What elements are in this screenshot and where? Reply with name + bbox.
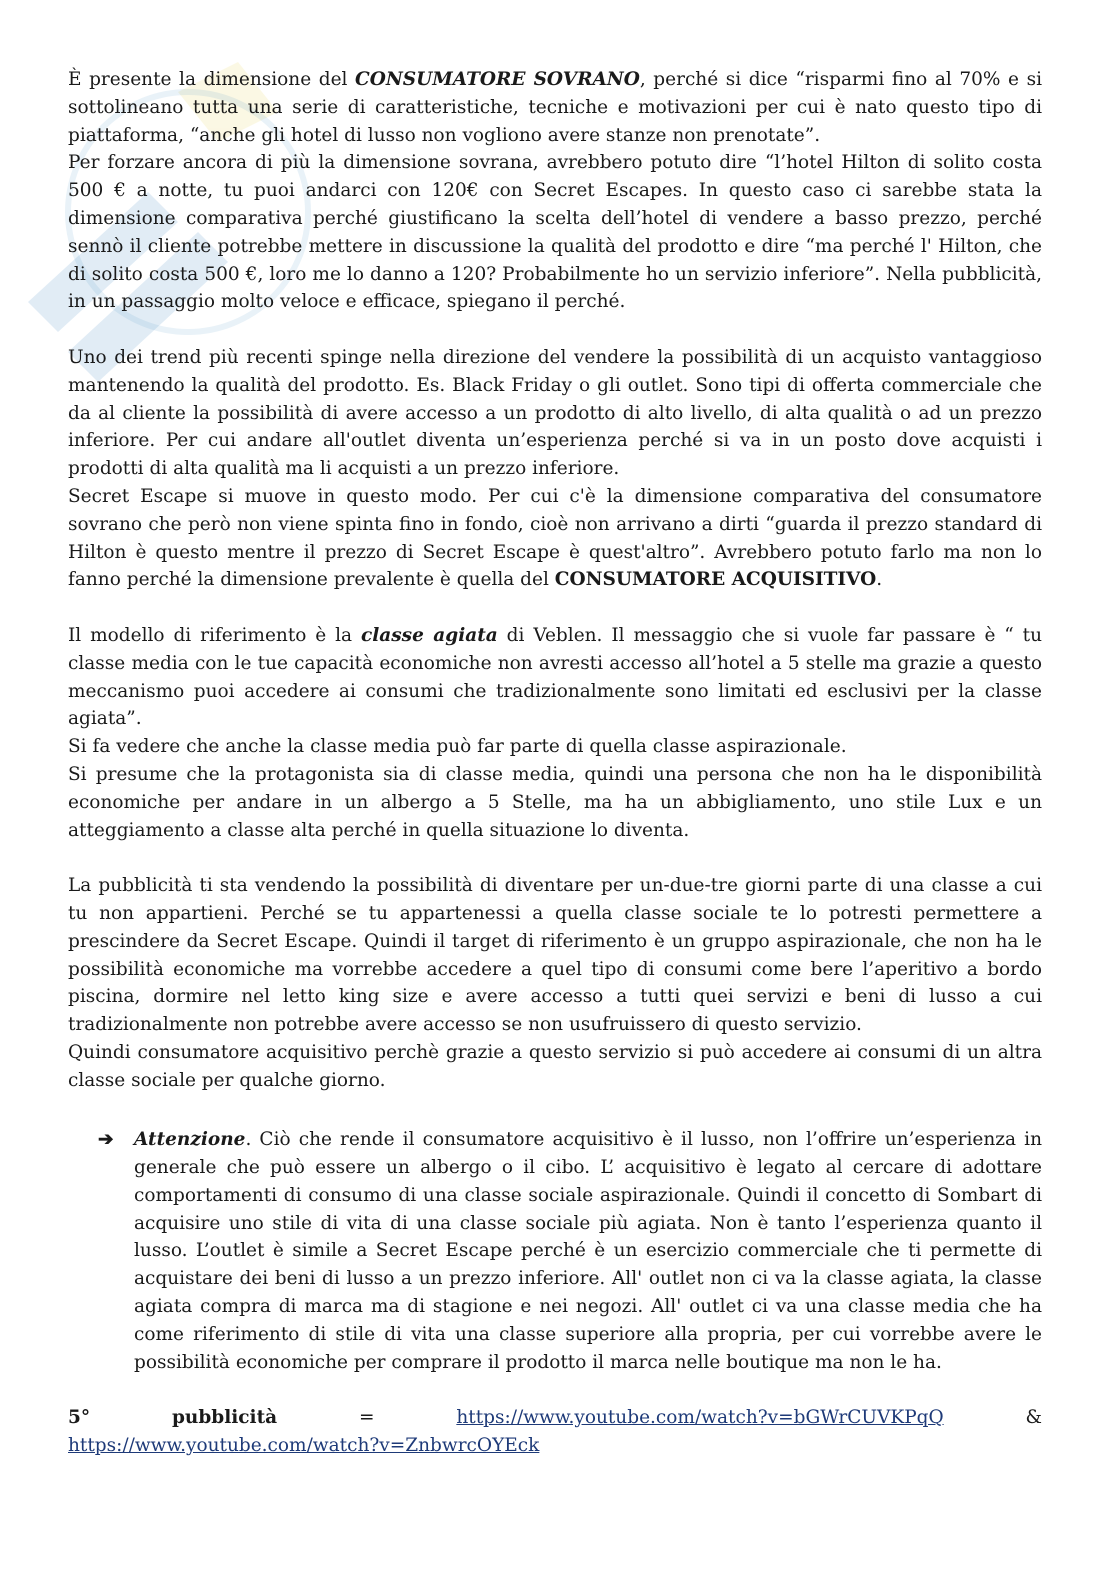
term-classe-agiata: classe agiata (360, 624, 498, 646)
paragraph-classe-media: Si fa vedere che anche la classe media può far parte di quella classe aspirazionale. (68, 736, 847, 758)
paragraph-consumatore-sovrano: È presente la dimensione del CONSUMATORE SOVRANO, perché si dice “risparmi fino al 70% e si sottolineano tutta una serie di caratteristiche, tecniche e motivazioni per cui è nato questo tipo di piattaforma, “anche gli hotel di lusso non vogliono avere stanze non prenotate”. (68, 69, 1042, 146)
term-consumatore-sovrano: CONSUMATORE SOVRANO (355, 69, 640, 90)
paragraph-secret-escape: Secret Escape si muove in questo modo. Per cui c'è la dimensione comparativa del consumatore sovrano che però non viene spinta fino in fondo, cioè non arrivano a dirti “guarda il prezzo standard di Hilton è questo mentre il prezzo di Secret Escape è quest'altro”. Avrebbero potuto farlo ma non lo fanno perché la dimensione prevalente è quella del CONSUMATORE ACQUISITIVO. (68, 485, 1042, 591)
callout-text: Attenzione. Ciò che rende il consumatore acquisitivo è il lusso, non l’offrire un’esperienza in generale che può essere un albergo o il cibo. L’ acquisitivo è legato al cercare di adottare comportamenti di consumo di una classe sociale aspirazionale. Quindi il concetto di Sombart di acquisire uno stile di vita di una classe sociale più agiata. Non è tanto l’esperienza quanto il lusso. L’outlet è simile a Secret Escape perché è un esercizio commerciale che ti permette di acquistare dei beni di lusso a un prezzo inferiore. All' outlet non ci va la classe agiata, la classe agiata compra di marca ma di stagione e nei negozi. All' outlet ci va una classe media che ha come riferimento di stile di vita una classe superiore alla propria, per cui vorrebbe avere le possibilità economiche per comprare il prodotto il marca nelle boutique ma non le ha. (134, 1129, 1042, 1373)
callout-label: Attenzione (134, 1129, 246, 1151)
paragraph-classe-agiata: Il modello di riferimento è la classe agiata di Veblen. Il messaggio che si vuole far passare è “ tu classe media con le tue capacità economiche non avresti accesso all’hotel a 5 stelle ma grazie a questo meccanismo puoi accedere ai consumi che tradizionalmente sono limitati ed esclusivi per la classe agiata”. (68, 624, 1042, 730)
youtube-link-1[interactable]: https://www.youtube.com/watch?v=bGWrCUVKPqQ (456, 1407, 944, 1429)
ad-equals: = (358, 1407, 375, 1429)
term-consumatore-acquisitivo: CONSUMATORE ACQUISITIVO (554, 569, 877, 591)
ad-label: pubblicità (171, 1407, 278, 1429)
ad-number: 5° (68, 1407, 91, 1429)
paragraph-hilton-example: Per forzare ancora di più la dimensione sovrana, avrebbero potuto dire “l’hotel Hilton di solito costa 500 € a notte, tu puoi andarci con 120€ con Secret Escapes. In questo caso ci sarebbe stata la dimensione comparativa perché giustificano la scelta dell’hotel di vendere a basso prezzo, perché sennò il cliente potrebbe mettere in discussione la qualità del prodotto e dire “ma perché l' Hilton, che di solito costa 500 €, loro me lo danno a 120? Probabilmente ho un servizio inferiore”. Nella pubblicità, in un passaggio molto veloce e efficace, spiegano il perché. (68, 152, 1042, 313)
paragraph-conclusione: Quindi consumatore acquisitivo perchè grazie a questo servizio si può accedere ai consumi di un altra classe sociale per qualche giorno. (68, 1041, 1042, 1091)
paragraph-protagonista: Si presume che la protagonista sia di classe media, quindi una persona che non ha le disponibilità economiche per andare in un albergo a 5 Stelle, ma ha un abbigliamento, uno stile Lux e un atteggiamento a classe alta perché in quella situazione lo diventa. (68, 763, 1042, 841)
ad-reference-line (68, 1404, 1042, 1432)
arrow-right-icon: ➔ (98, 1129, 114, 1151)
paragraph-target: La pubblicità ti sta vendendo la possibilità di diventare per un-due-tre giorni parte di una classe a cui tu non appartieni. Perché se tu appartenessi a quella classe sociale te lo potresti permettere a prescindere da Secret Escape. Quindi il target di riferimento è un gruppo aspirazionale, che non ha le possibilità economiche ma vorrebbe accedere a quel tipo di consumi come bere l’aperitivo a bordo piscina, dormire nel letto king size e avere accesso a tutti quei servizi e beni di lusso a cui tradizionalmente non potrebbe avere accesso se non usufruissero di questo servizio. (68, 875, 1042, 1036)
ad-ampersand: & (1025, 1407, 1042, 1429)
youtube-link-2[interactable]: https://www.youtube.com/watch?v=ZnbwrcOYEck (68, 1435, 540, 1457)
attention-callout (68, 1126, 1042, 1376)
paragraph-trend: Uno dei trend più recenti spinge nella direzione del vendere la possibilità di un acquisto vantaggioso mantenendo la qualità del prodotto. Es. Black Friday o gli outlet. Sono tipi di offerta commerciale che da al cliente la possibilità di avere accesso a un prodotto di alto livello, di alta qualità o ad un prezzo inferiore. Per cui andare all'outlet diventa un’esperienza perché si va in un posto dove acquisti i prodotti di alta qualità ma li acquisti a un prezzo inferiore. (68, 346, 1042, 480)
document-page (68, 66, 1042, 1460)
